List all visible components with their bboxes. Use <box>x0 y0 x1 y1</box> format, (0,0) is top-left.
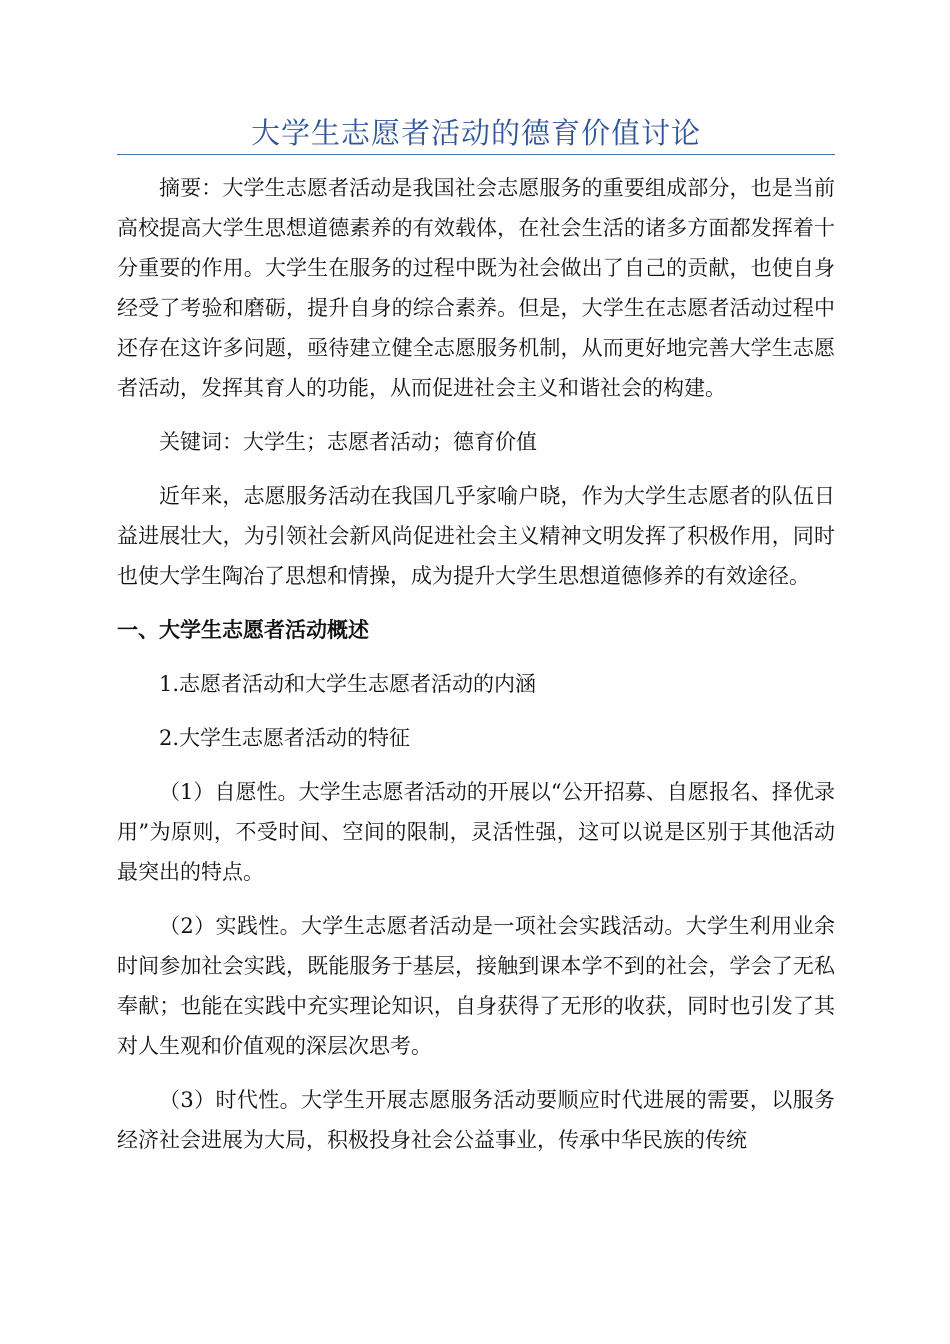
abstract-paragraph: 摘要：大学生志愿者活动是我国社会志愿服务的重要组成部分，也是当前高校提高大学生思想道德素养的有效载体，在社会生活的诸多方面都发挥着十分重要的作用。大学生在服务的过程中既为社会做出了自己的贡献，也使自身经受了考验和磨砺，提升自身的综合素养。但是，大学生在志愿者活动过程中还存在这许多问题，亟待建立健全志愿服务机制，从而更好地完善大学生志愿者活动，发挥其育人的功能，从而促进社会主义和谐社会的构建。 <box>117 176 835 400</box>
keywords-paragraph: 关键词：大学生；志愿者活动；德育价值 <box>159 430 537 454</box>
feature-paragraph-3: （3）时代性。大学生开展志愿服务活动要顺应时代进展的需要，以服务经济社会进展为大局，积极投身社会公益事业，传承中华民族的传统 <box>117 1088 835 1152</box>
title-underline <box>117 154 835 155</box>
subheading-1: 1.志愿者活动和大学生志愿者活动的内涵 <box>159 672 537 696</box>
feature-paragraph-2: （2）实践性。大学生志愿者活动是一项社会实践活动。大学生利用业余时间参加社会实践，既能服务于基层，接触到课本学不到的社会，学会了无私奉献；也能在实践中充实理论知识，自身获得了无形的收获，同时也引发了其对人生观和价值观的深层次思考。 <box>117 914 835 1058</box>
section-heading: 一、大学生志愿者活动概述 <box>117 618 369 642</box>
subheading-2: 2.大学生志愿者活动的特征 <box>159 726 411 750</box>
intro-paragraph: 近年来，志愿服务活动在我国几乎家喻户晓，作为大学生志愿者的队伍日益进展壮大，为引领社会新风尚促进社会主义精神文明发挥了积极作用，同时也使大学生陶冶了思想和情操，成为提升大学生思想道德修养的有效途径。 <box>117 484 835 588</box>
document-title: 大学生志愿者活动的德育价值讨论 <box>250 116 701 150</box>
feature-paragraph-1: （1）自愿性。大学生志愿者活动的开展以“公开招募、自愿报名、择优录用”为原则，不受时间、空间的限制，灵活性强，这可以说是区别于其他活动最突出的特点。 <box>117 780 835 884</box>
document-body <box>117 168 835 1174</box>
